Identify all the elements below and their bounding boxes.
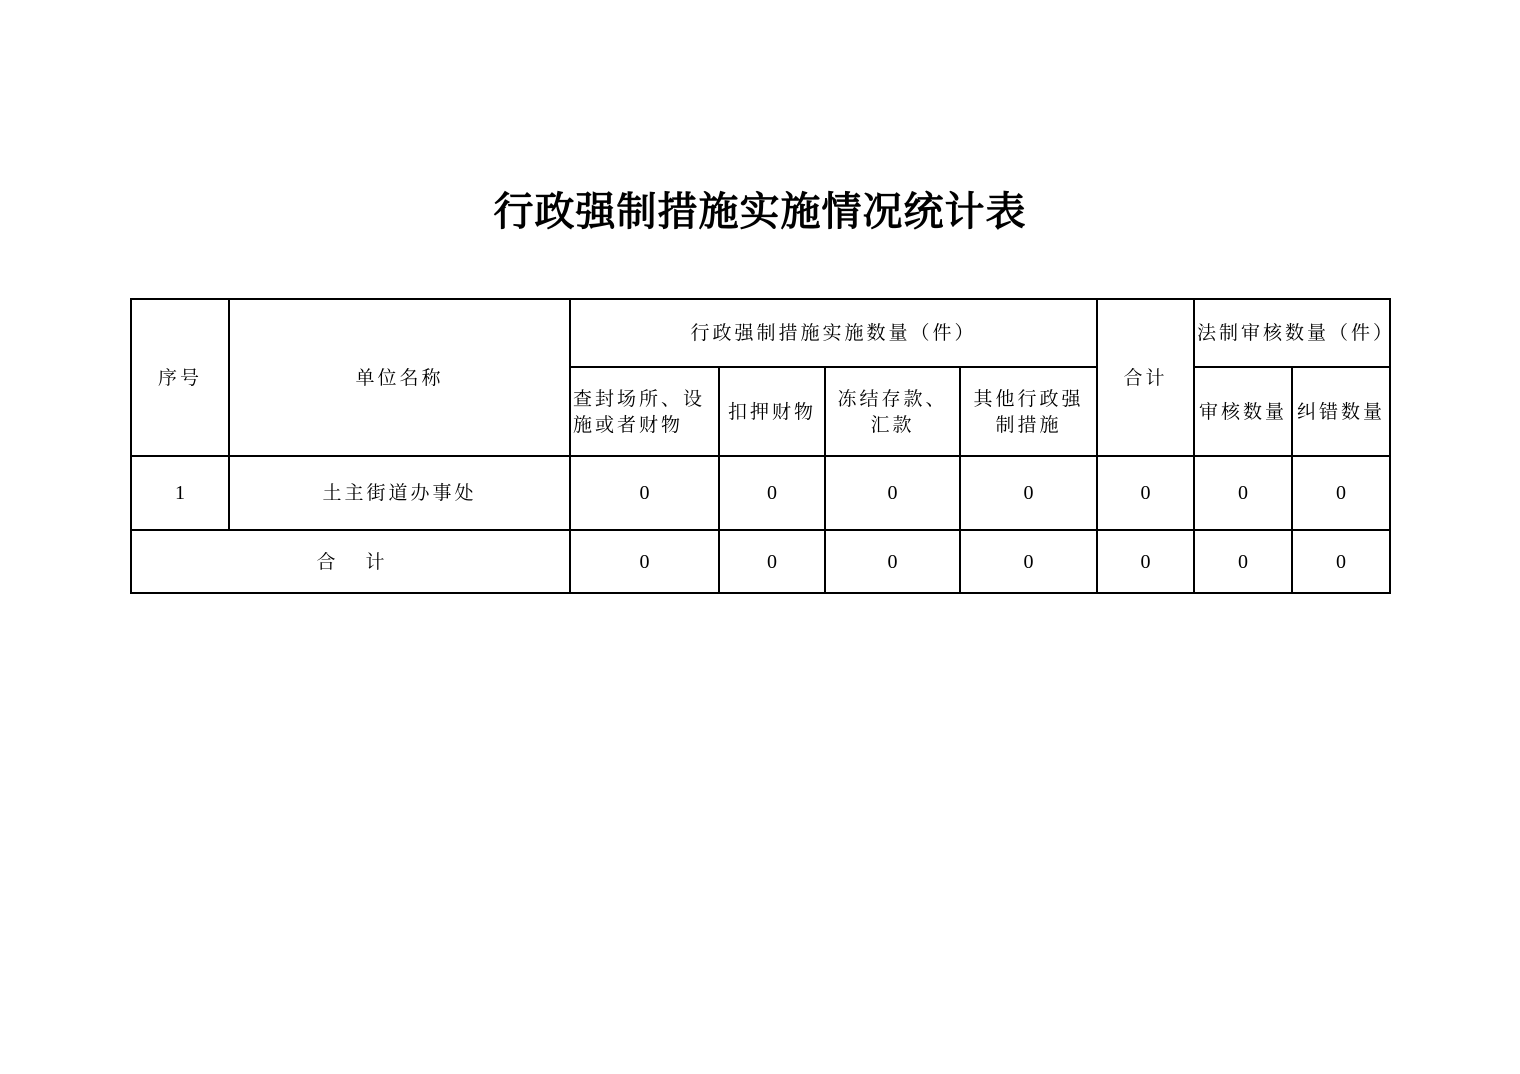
row-unit-name: 土主街道办事处 <box>229 456 570 530</box>
header-unit-name: 单位名称 <box>229 299 570 456</box>
row-seal: 0 <box>570 456 719 530</box>
header-row-1 <box>131 299 1390 367</box>
row-seq: 1 <box>131 456 229 530</box>
total-other: 0 <box>960 530 1097 593</box>
total-seal: 0 <box>570 530 719 593</box>
row-review: 0 <box>1194 456 1292 530</box>
header-enforcement-group: 行政强制措施实施数量（件） <box>570 299 1097 367</box>
row-correct: 0 <box>1292 456 1390 530</box>
header-review-group: 法制审核数量（件） <box>1194 299 1390 367</box>
statistics-table <box>130 298 1396 594</box>
header-freeze: 冻结存款、汇款 <box>825 367 960 456</box>
row-other: 0 <box>960 456 1097 530</box>
total-label-b: 计 <box>365 550 385 573</box>
total-correct: 0 <box>1292 530 1390 593</box>
row-freeze: 0 <box>825 456 960 530</box>
header-seal: 查封场所、设施或者财物 <box>570 367 719 456</box>
header-total: 合计 <box>1097 299 1194 456</box>
header-detain: 扣押财物 <box>719 367 825 456</box>
total-row <box>131 530 1390 593</box>
header-seq: 序号 <box>131 299 229 456</box>
total-freeze: 0 <box>825 530 960 593</box>
total-detain: 0 <box>719 530 825 593</box>
total-label-a: 合 <box>316 550 336 573</box>
header-review-count: 审核数量 <box>1194 367 1292 456</box>
row-total: 0 <box>1097 456 1194 530</box>
page-title: 行政强制措施实施情况统计表 <box>493 188 1027 235</box>
row-detain: 0 <box>719 456 825 530</box>
header-other: 其他行政强制措施 <box>960 367 1097 456</box>
total-total: 0 <box>1097 530 1194 593</box>
total-review: 0 <box>1194 530 1292 593</box>
table-row <box>131 456 1390 530</box>
header-correct-count: 纠错数量 <box>1292 367 1390 456</box>
total-label <box>131 530 570 593</box>
